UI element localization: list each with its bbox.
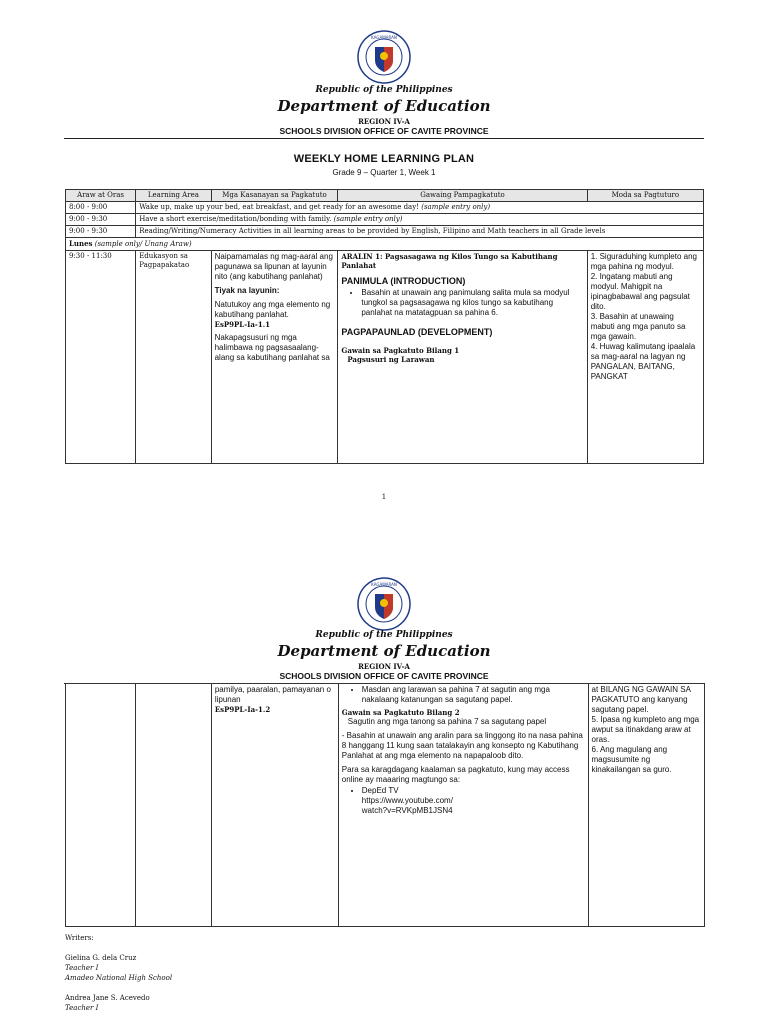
lesson-time: 9:30 - 11:30: [66, 251, 136, 464]
competency-cell: Naipamamalas ng mag-aaral ang pagunawa sa lipunan at layunin nito (ang kabutihang panlahat) Tiyak na layunin: Natutukoy ang mga elemento ng kabutihang panlahat. EsP9PL-Ia-1.1 Nakapagsusuri ng mga halimbawa ng pagsasaalang-alang sa kabutihang panlahat sa: [211, 251, 338, 464]
competency-cell: pamilya, paaralan, pamayanan o lipunan EsP9PL-Ia-1.2: [211, 684, 338, 927]
page-2: [0, 560, 768, 1024]
day-cell: Lunes (sample only/ Unang Araw): [66, 238, 704, 251]
lesson-row-continued: [66, 684, 705, 927]
tasks-cell: • Masdan ang larawan sa pahina 7 at sagutin ang mga nakalaang katanungan sa sagutang papel. Gawain sa Pagkatuto Bilang 2 Sagutin ang mga tanong sa pahina 7 sa sagutang papel - Basahin at unawain ang aralin para sa linggong ito na nasa pahina 8 hanggang 11 kung saan tatalakayin ang konsepto ng Kabutihang Panlahat at ang mga elemento na napapaloob dito. Para sa karagdagang kaalaman sa pagkatuto, kung may access online ay maaaring magtungo sa: • DepEd TV https://www.youtube.com/ watch?v=RVKpMB1JSN4: [338, 684, 588, 927]
learning-plan-table: [65, 189, 704, 464]
page-number: 1: [381, 493, 387, 501]
writer-name: Gielina G. dela Cruz: [65, 954, 137, 962]
learning-plan-table-continued: [65, 683, 705, 927]
header-rule: [64, 138, 704, 139]
lesson-area: [136, 684, 212, 927]
col-header: Araw at Oras: [66, 190, 136, 202]
moda-cell: at BILANG NG GAWAIN SA PAGKATUTO ang kanyang sagutang papel. 5. Ipasa ng kumpleto ang mga awput sa itinakdang araw at oras. 6. Ang magulang ang magsusumite ng kinakailangan sa guro.: [588, 684, 705, 927]
table-header-row: [66, 190, 704, 202]
svg-text:KAGAWARAN: KAGAWARAN: [371, 35, 397, 40]
schedule-cell: Wake up, make up your bed, eat breakfast, and get ready for an awesome day! (sample entry only): [136, 202, 704, 214]
region-label: REGION IV-A: [358, 117, 410, 126]
svg-text:KAGAWARAN: KAGAWARAN: [371, 582, 397, 587]
plan-title: WEEKLY HOME LEARNING PLAN: [293, 153, 475, 165]
deped-seal-icon: [357, 30, 411, 84]
writer-role: Teacher I: [65, 1004, 99, 1012]
lesson-time: [66, 684, 136, 927]
day-row: [66, 238, 704, 251]
col-header: Moda sa Pagtuturo: [587, 190, 703, 202]
table-row: [66, 226, 704, 238]
republic-label: Republic of the Philippines: [315, 85, 453, 95]
writer-role: Teacher I: [65, 964, 99, 972]
department-title: Department of Education: [277, 642, 491, 660]
department-title: Department of Education: [277, 97, 491, 115]
time-cell: 9:00 - 9:30: [66, 226, 136, 238]
lesson-area: Edukasyon sa Pagpapakatao: [136, 251, 211, 464]
writers-block: [65, 933, 465, 1013]
tasks-cell: ARALIN 1: Pagsasagawa ng Kilos Tungo sa Kabutihang Panlahat PANIMULA (INTRODUCTION) • Basahin at unawain ang panimulang salita mula sa modyul tungkol sa pagsasagawa ng kilos tungo sa kabutihang panlahat na matatagpuan sa pahina 6. PAGPAPAUNLAD (DEVELOPMENT) Gawain sa Pagkatuto Bilang 1 Pagsusuri ng Larawan: [338, 251, 587, 464]
col-header: Learning Area: [136, 190, 211, 202]
col-header: Mga Kasanayan sa Pagkatuto: [211, 190, 338, 202]
col-header: Gawaing Pampagkatuto: [338, 190, 587, 202]
schedule-cell: Have a short exercise/meditation/bonding with family. (sample entry only): [136, 214, 704, 226]
table-row: [66, 214, 704, 226]
writer-name: Andrea Jane S. Acevedo: [65, 994, 150, 1002]
time-cell: 9:00 - 9:30: [66, 214, 136, 226]
schedule-cell: Reading/Writing/Numeracy Activities in all learning areas to be provided by English, Filipino and Math teachers in all Grade levels: [136, 226, 704, 238]
division-label: SCHOOLS DIVISION OFFICE OF CAVITE PROVINCE: [279, 126, 489, 136]
moda-cell: 1. Siguraduhing kumpleto ang mga pahina ng modyul. 2. Ingatang mabuti ang modyul. Mahigpit na ipinagbabawal ang pagsulat dito. 3. Basahin at unawaing mabuti ang mga panuto sa mga gawain. 4. Huwag kalimutang ipaalala sa mag-aaral na lagyan ng PANGALAN, BAITANG, PANGKAT: [587, 251, 703, 464]
plan-subtitle: Grade 9 – Quarter 1, Week 1: [332, 168, 436, 177]
deped-seal-icon: [357, 577, 411, 631]
lesson-row: [66, 251, 704, 464]
division-label: SCHOOLS DIVISION OFFICE OF CAVITE PROVINCE: [279, 671, 489, 681]
time-cell: 8:00 - 9:00: [66, 202, 136, 214]
region-label: REGION IV-A: [358, 662, 410, 671]
table-row: [66, 202, 704, 214]
writer-school: Amadeo National High School: [65, 974, 173, 982]
writers-label: Writers:: [65, 934, 94, 942]
republic-label: Republic of the Philippines: [315, 630, 453, 640]
